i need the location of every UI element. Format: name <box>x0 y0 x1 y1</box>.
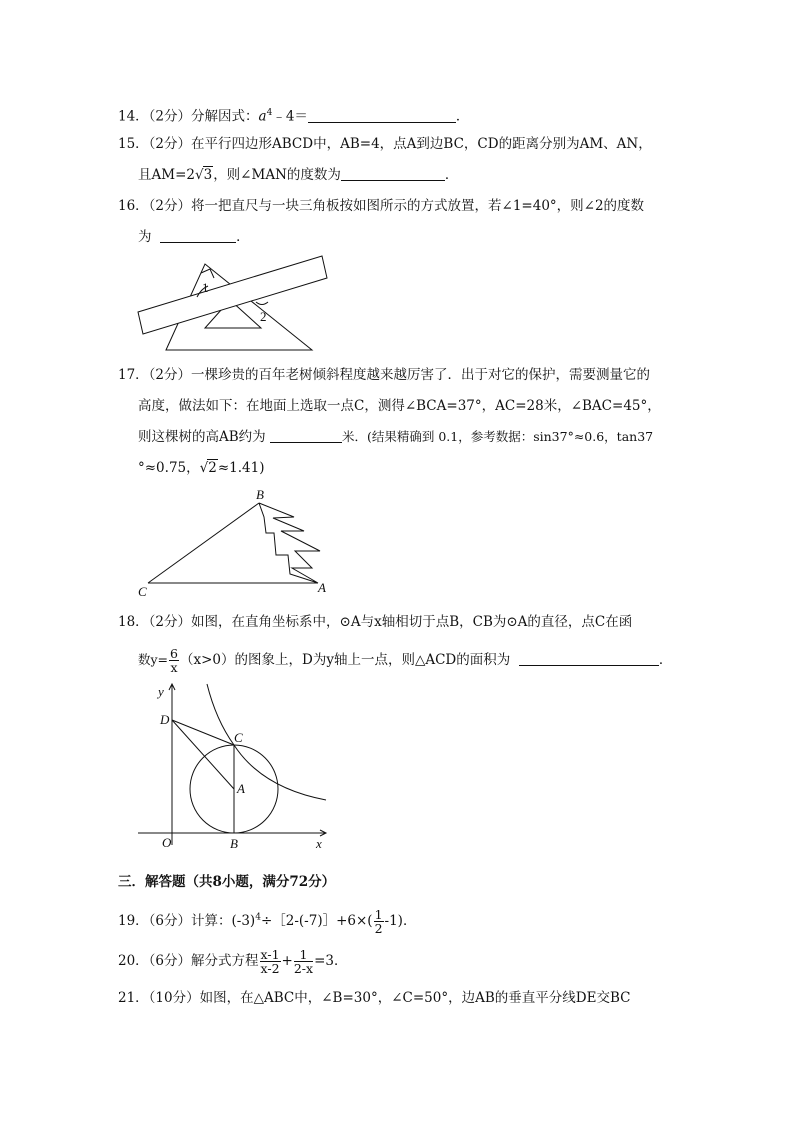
q16-text: 为 <box>138 229 152 245</box>
question-20 <box>118 948 348 975</box>
q15-question-text: ，则∠MAN的度数为 <box>213 167 341 183</box>
question-19 <box>118 908 416 935</box>
q14-end: ． <box>455 108 470 125</box>
q15-end: ． <box>444 167 459 183</box>
y-axis-label: y <box>158 684 164 699</box>
point-D-label: D <box>160 712 170 727</box>
question-15-line1: 15．（2分）在平行四边形ABCD中，AB=4，点A到边BC，CD的距离分别为AM、AN， <box>118 136 652 152</box>
q17-sqrt-radicand: 2 <box>208 460 217 476</box>
angle-1-label: 1 <box>202 280 209 295</box>
q17-text-d: ≈1.41) <box>217 460 265 476</box>
q19-text-c: -1)． <box>384 913 417 929</box>
q20-f1-num: x-1 <box>260 947 280 962</box>
point-B-label: B <box>230 836 238 851</box>
question-17-line2: 高度，做法如下：在地面上选取一点C，测得∠BCA=37°，AC=28米，∠BAC=45°， <box>138 398 661 414</box>
q17-text-a: 则这棵树的高AB约为 <box>138 429 266 445</box>
q19-text-a: 19．（6分）计算：(-3) <box>118 913 256 929</box>
q17-text-b: 米．(结果精确到 0.1，参考数据：sin37°≈0.6，tan37 <box>341 429 654 444</box>
q14-prefix: 14．（2分）分解因式： <box>118 108 259 125</box>
section-3-heading: 三．解答题（共8小题，满分72分） <box>118 874 336 890</box>
q20-fraction-2 <box>294 948 313 975</box>
q20-f2-den: 2-x <box>293 961 314 976</box>
q14-exp: 4 <box>266 108 273 118</box>
q14-var: a <box>258 108 267 125</box>
q18-frac-num: 6 <box>170 646 178 661</box>
point-B-label: B <box>256 487 264 502</box>
q17-sqrt-sign: √ <box>199 460 209 476</box>
question-21-line1: 21．（10分）如图，在△ABC中，∠B=30°，∠C=50°，边AB的垂直平分线DE交BC <box>118 990 631 1006</box>
q20-fraction-1 <box>260 948 281 975</box>
q15-sqrt-radicand: 3 <box>203 167 213 183</box>
q19-fraction <box>374 908 384 935</box>
q18-end: ． <box>658 652 673 668</box>
q19-exp: 4 <box>255 912 261 923</box>
q16-end: ． <box>236 229 250 245</box>
q19-frac-den: 2 <box>374 921 383 936</box>
q19-text-b: ÷［2-(-7)］+6×( <box>260 913 373 929</box>
question-16-line1: 16．（2分）将一把直尺与一块三角板按如图所示的方式放置，若∠1=40°，则∠2的度数 <box>118 198 645 214</box>
q20-f2-num: 1 <box>294 948 313 962</box>
angle-2-label: 2 <box>260 309 267 324</box>
q15-am-text: 且AM=2 <box>138 167 195 183</box>
q18-frac-den: x <box>170 660 178 675</box>
point-C-label: C <box>234 730 243 745</box>
segment-DC <box>172 720 234 745</box>
point-A-label: A <box>318 580 326 595</box>
q18-func-text: 数y= <box>138 652 169 667</box>
q20-text-b: =3． <box>314 953 348 969</box>
q15-sqrt-sign: √ <box>194 167 204 183</box>
hyperbola <box>207 684 326 800</box>
q19-frac-num: 1 <box>374 907 383 922</box>
q20-f1-den: x-2 <box>260 961 280 976</box>
point-A-label: A <box>237 781 245 796</box>
q14-rest: ﹣4＝ <box>272 108 308 125</box>
q18-text: （x>0）的图象上，D为y轴上一点，则△ACD的面积为 <box>180 652 511 668</box>
q17-text-c: °≈0.75， <box>138 460 200 476</box>
question-17-line1: 17．（2分）一棵珍贵的百年老树倾斜程度越来越厉害了．出于对它的保护，需要测量它的 <box>118 367 651 383</box>
question-18-line1: 18．（2分）如图，在直角坐标系中，⊙A与x轴相切于点B，CB为⊙A的直径，点C在函 <box>118 614 633 630</box>
q20-text-a: 20．（6分）解分式方程 <box>118 953 259 969</box>
q20-plus: + <box>281 953 293 969</box>
x-axis-label: x <box>316 836 322 851</box>
point-C-label: C <box>138 584 147 599</box>
origin-O-label: O <box>162 835 172 850</box>
